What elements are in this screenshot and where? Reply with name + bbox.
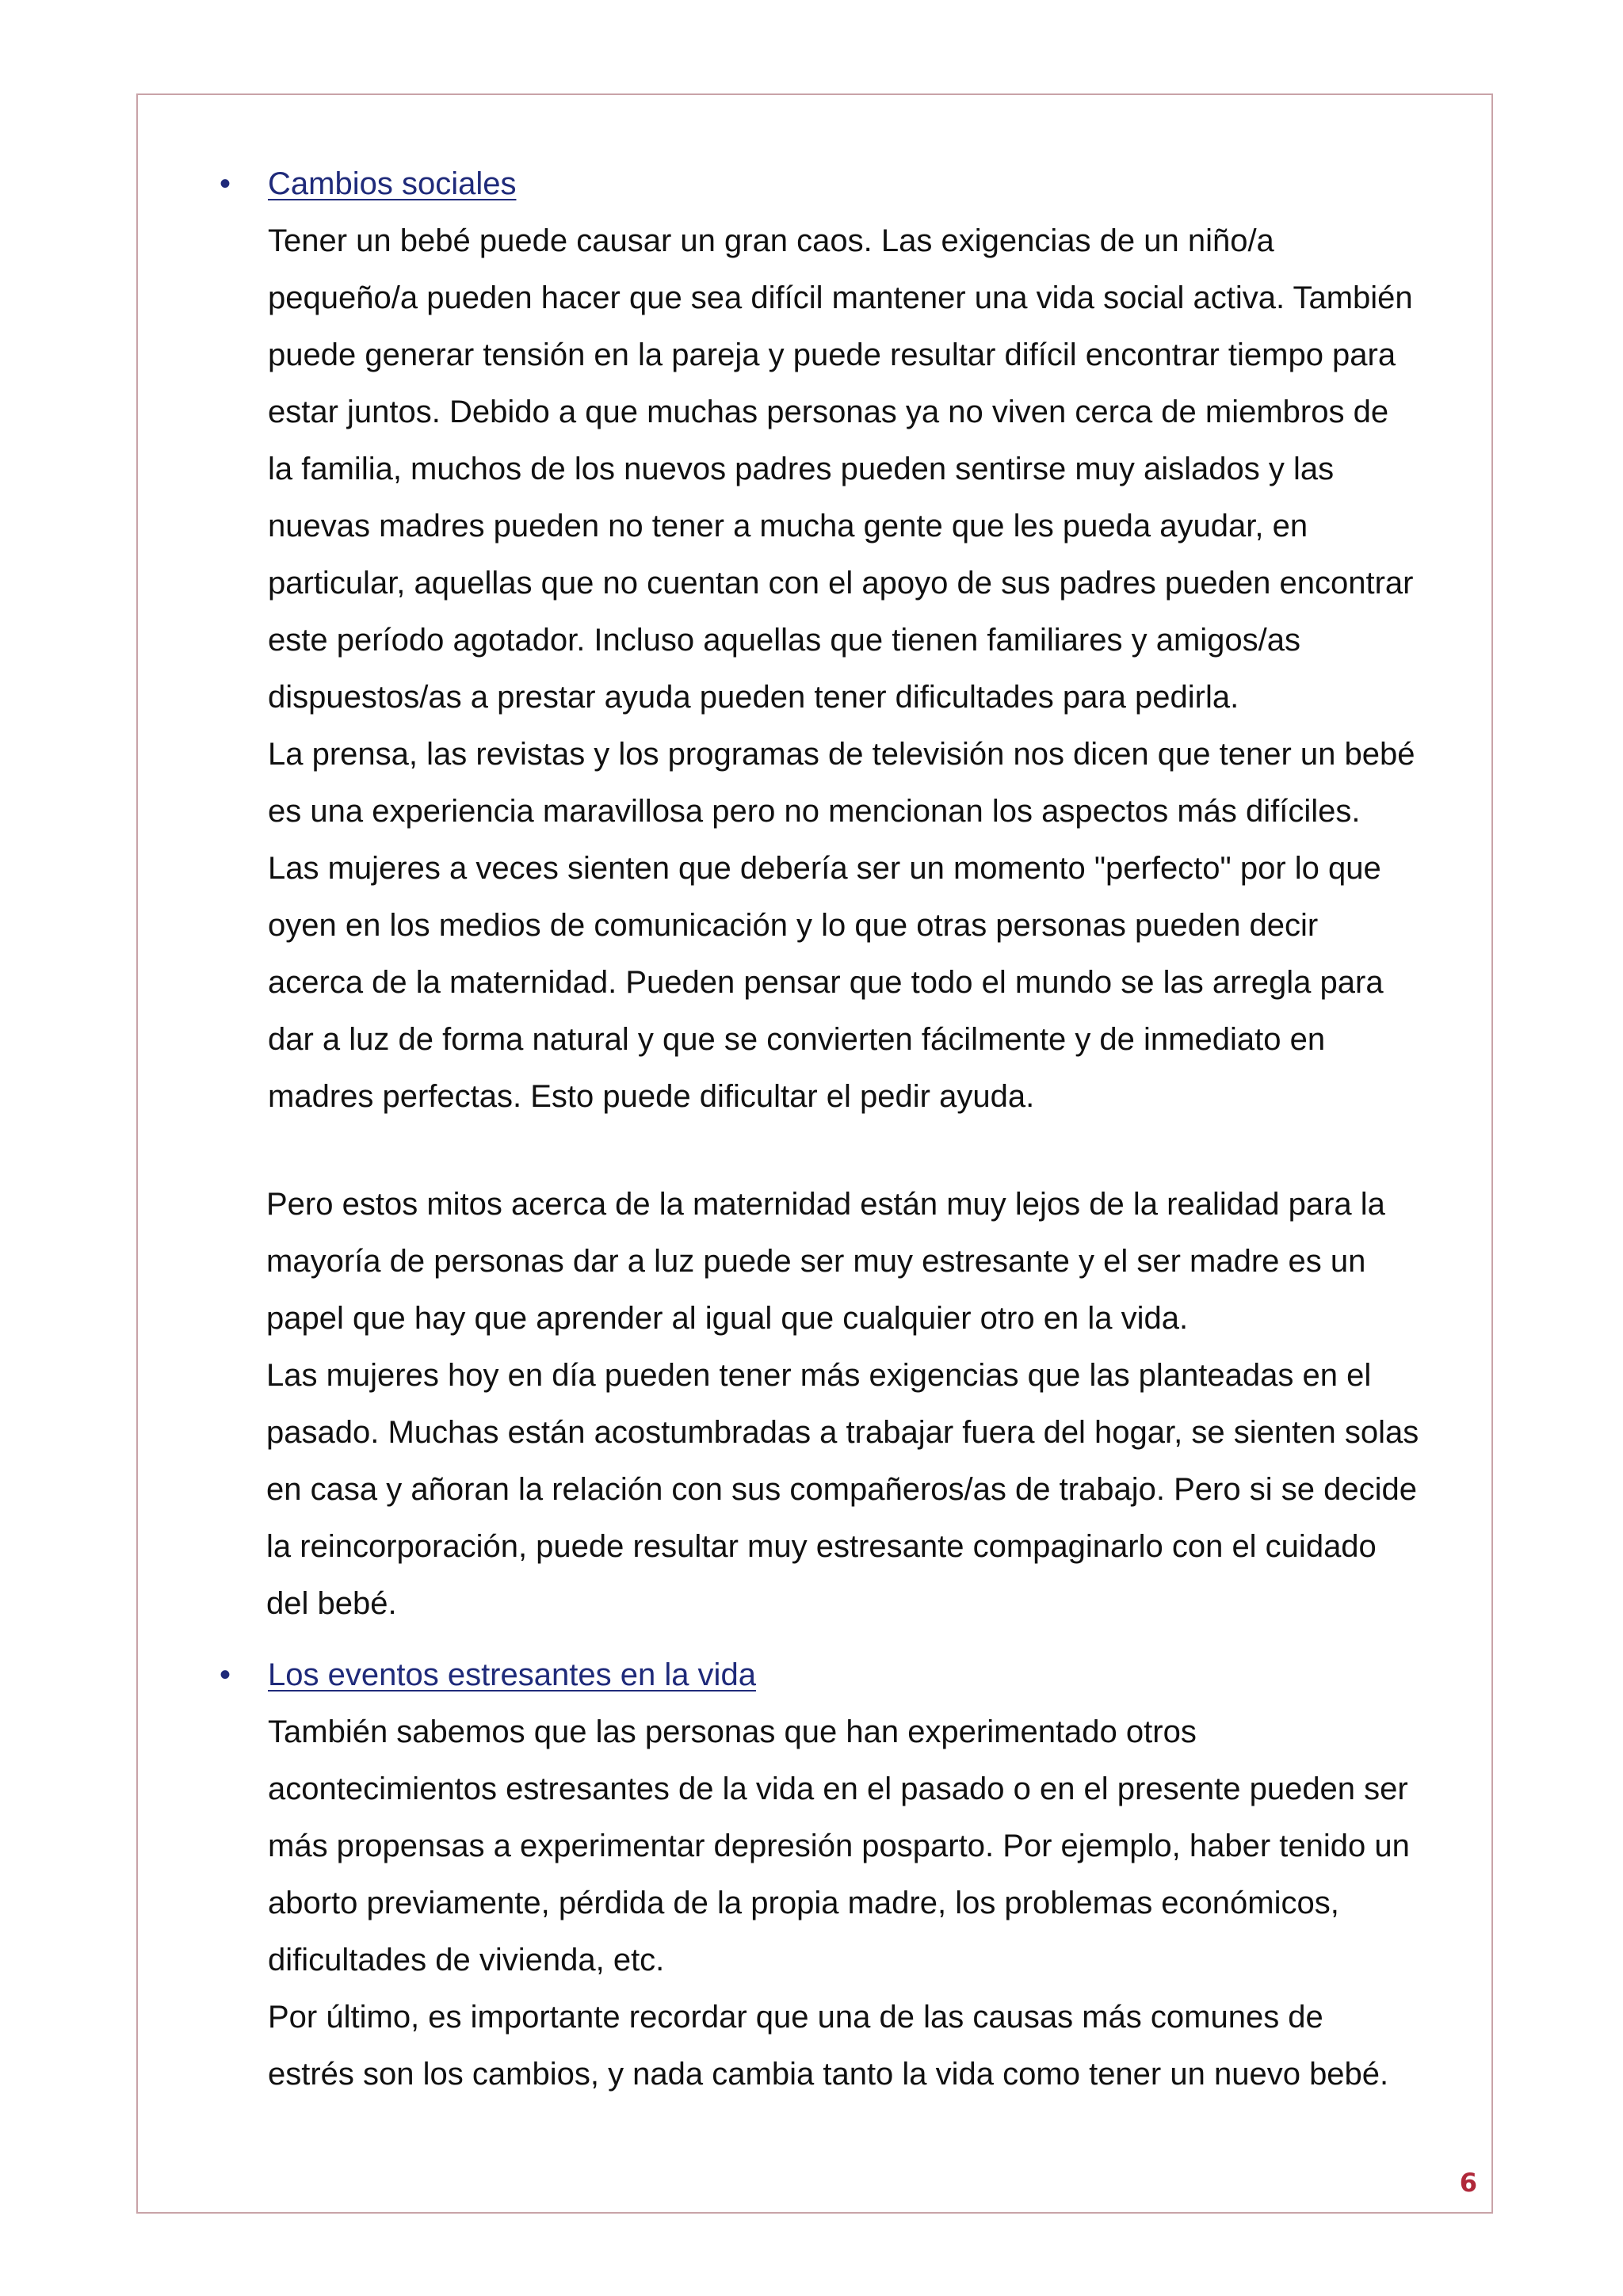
paragraph bbox=[266, 1176, 1471, 1632]
text-line: La prensa, las revistas y los programas de televisión nos dicen que tener un bebé bbox=[268, 737, 1415, 772]
text-line: papel que hay que aprender al igual que cualquier otro en la vida. bbox=[266, 1301, 1189, 1336]
text-line: pequeño/a pueden hacer que sea difícil mantener una vida social activa. También bbox=[268, 280, 1413, 315]
text-line: acerca de la maternidad. Pueden pensar que todo el mundo se las arregla para bbox=[268, 965, 1384, 1000]
text-line: madres perfectas. Esto puede dificultar el pedir ayuda. bbox=[268, 1079, 1035, 1114]
text-line: la reincorporación, puede resultar muy estresante compaginarlo con el cuidado bbox=[266, 1529, 1377, 1564]
paragraph bbox=[268, 1703, 1472, 2103]
text-line: También sabemos que las personas que han experimentado otros bbox=[268, 1714, 1197, 1749]
page-frame bbox=[136, 93, 1493, 2214]
text-line: mayoría de personas dar a luz puede ser muy estresante y el ser madre es un bbox=[266, 1244, 1366, 1279]
text-line: más propensas a experimentar depresión posparto. Por ejemplo, haber tenido un bbox=[268, 1829, 1410, 1863]
text-line: Tener un bebé puede causar un gran caos. Las exigencias de un niño/a bbox=[268, 223, 1274, 258]
text-line: oyen en los medios de comunicación y lo que otras personas pueden decir bbox=[268, 908, 1319, 943]
text-line: Las mujeres hoy en día pueden tener más exigencias que las planteadas en el bbox=[266, 1358, 1372, 1393]
text-line: acontecimientos estresantes de la vida en el pasado o en el presente pueden ser bbox=[268, 1772, 1408, 1806]
text-line: Pero estos mitos acerca de la maternidad están muy lejos de la realidad para la bbox=[266, 1187, 1385, 1222]
text-line: la familia, muchos de los nuevos padres pueden sentirse muy aislados y las bbox=[268, 452, 1335, 486]
text-line: pasado. Muchas están acostumbradas a trabajar fuera del hogar, se sienten solas bbox=[266, 1415, 1419, 1450]
text-line: puede generar tensión en la pareja y puede resultar difícil encontrar tiempo para bbox=[268, 338, 1396, 372]
text-line: estar juntos. Debido a que muchas personas ya no viven cerca de miembros de bbox=[268, 395, 1389, 429]
bullet-icon: • bbox=[220, 1657, 231, 1692]
text-line: dar a luz de forma natural y que se convierten fácilmente y de inmediato en bbox=[268, 1022, 1326, 1057]
text-line: nuevas madres pueden no tener a mucha gente que les pueda ayudar, en bbox=[268, 509, 1308, 543]
text-line: en casa y añoran la relación con sus compañeros/as de trabajo. Pero si se decide bbox=[266, 1472, 1417, 1507]
text-line: Las mujeres a veces sienten que debería ser un momento "perfecto" por lo que bbox=[268, 851, 1381, 886]
section-heading: Los eventos estresantes en la vida bbox=[268, 1657, 756, 1692]
text-line: estrés son los cambios, y nada cambia tanto la vida como tener un nuevo bebé. bbox=[268, 2057, 1389, 2092]
text-line: dificultades de vivienda, etc. bbox=[268, 1943, 665, 1978]
text-line: es una experiencia maravillosa pero no mencionan los aspectos más difíciles. bbox=[268, 794, 1361, 829]
text-line: este período agotador. Incluso aquellas que tienen familiares y amigos/as bbox=[268, 623, 1301, 658]
page-number: 6 bbox=[1459, 2168, 1477, 2198]
text-line: del bebé. bbox=[266, 1586, 397, 1621]
text-line: dispuestos/as a prestar ayuda pueden tener dificultades para pedirla. bbox=[268, 680, 1239, 715]
bullet-icon: • bbox=[220, 166, 231, 201]
text-line: aborto previamente, pérdida de la propia madre, los problemas económicos, bbox=[268, 1886, 1339, 1920]
paragraph bbox=[268, 212, 1472, 1125]
text-line: particular, aquellas que no cuentan con el apoyo de sus padres pueden encontrar bbox=[268, 566, 1414, 601]
text-line: Por último, es importante recordar que una de las causas más comunes de bbox=[268, 2000, 1323, 2035]
section-heading: Cambios sociales bbox=[268, 166, 517, 201]
